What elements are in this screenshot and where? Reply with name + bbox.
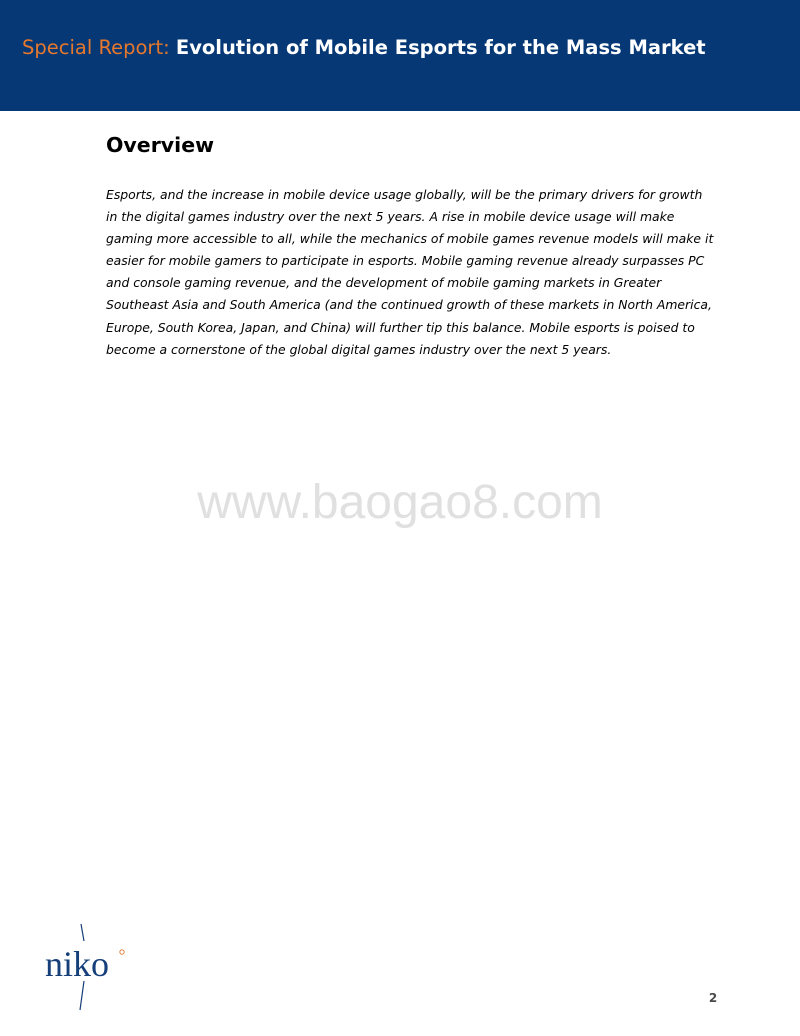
report-title-prefix: Special Report: [22,36,176,59]
niko-logo [42,923,132,1013]
report-title [22,34,706,62]
logo-top-stroke [81,924,84,941]
logo-accent-dot [120,950,124,954]
overview-heading: Overview [106,133,215,157]
report-title-main: Evolution of Mobile Esports for the Mass Market [175,36,706,59]
watermark: www.baogao8.com [197,476,603,529]
page-number: 2 [708,991,718,1005]
overview-paragraph: Esports, and the increase in mobile device usage globally, will be the primary drivers for growth in the digital games industry over the next 5 years. A rise in mobile device usage will make gaming more accessible to all, while the mechanics of mobile games revenue models will make it easier for mobile gamers to participate in esports. Mobile gaming revenue already surpasses PC and console gaming revenue, and the development of mobile gaming markets in Greater Southeast Asia and South America (and the continued growth of these markets in North America, Europe, South Korea, Japan, and China) will further tip this balance. Mobile esports is poised to become a cornerstone of the global digital games industry over the next 5 years. [106,187,714,357]
report-header [0,0,800,111]
logo-wordmark: niko [45,944,110,984]
